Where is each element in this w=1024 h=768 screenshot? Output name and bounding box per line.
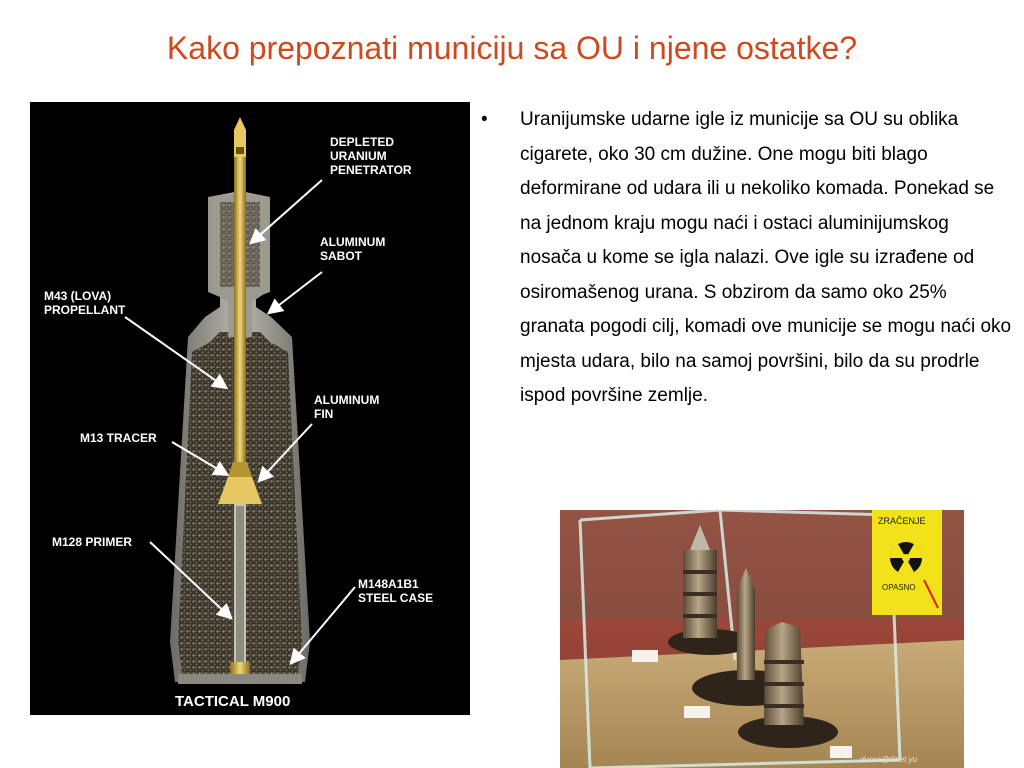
label-steel-case-line1: M148A1B1 xyxy=(358,577,419,591)
penetrator-rod-shape xyxy=(234,117,246,477)
label-sabot-line2: SABOT xyxy=(320,249,362,263)
label-tracer: M13 TRACER xyxy=(80,431,157,445)
bullet-paragraph: Uranijumske udarne igle iz municije sa OU su oblika cigarete, oko 30 cm dužine. One mogu biti blago deformirane od udara ili u nekoliko komada. Ponekad se na jednom kraju mogu naći i ostaci aluminijumskog nosača u kome se igla nalazi. Ove igle su izrađene od osiromašenog urana. S obzirom da samo oko 25% granata pogodi cilj, komadi ove municije se mogu naći oko mjesta udara, bilo na samoj površini, bilo da su prodrle ispod površine zemlje. xyxy=(520,109,1012,406)
label-penetrator-line3: PENETRATOR xyxy=(330,163,412,177)
bullet-marker: • xyxy=(481,109,488,130)
label-card xyxy=(684,706,710,718)
diagram-title: TACTICAL M900 xyxy=(175,693,291,710)
ammunition-cutaway-diagram xyxy=(30,102,470,715)
display-case-photo xyxy=(560,510,964,768)
label-fin-line2: FIN xyxy=(314,407,334,421)
specimen-fragment xyxy=(764,622,804,725)
label-card xyxy=(830,746,852,758)
specimen-penetrator xyxy=(737,568,755,680)
sign-text-line2: OPASNO xyxy=(882,583,916,592)
label-penetrator-line2: URANIUM xyxy=(330,149,387,163)
sign-text-line1: ZRAČENJE xyxy=(878,516,926,526)
photo-watermark: ducca@tlinet.yu xyxy=(860,755,918,764)
label-propellant-line1: M43 (LOVA) xyxy=(44,289,112,303)
slide-title: Kako prepoznati municiju sa OU i njene ostatke? xyxy=(166,30,858,66)
case-base-shape xyxy=(178,674,302,684)
radiation-warning-sign xyxy=(872,510,942,615)
label-card xyxy=(632,650,658,662)
label-penetrator-line1: DEPLETED xyxy=(330,135,395,149)
label-primer: M128 PRIMER xyxy=(52,535,133,549)
label-fin-line1: ALUMINUM xyxy=(314,393,380,407)
label-sabot-line1: ALUMINUM xyxy=(320,235,386,249)
label-steel-case-line2: STEEL CASE xyxy=(358,591,434,605)
label-propellant-line2: PROPELLANT xyxy=(44,303,126,317)
